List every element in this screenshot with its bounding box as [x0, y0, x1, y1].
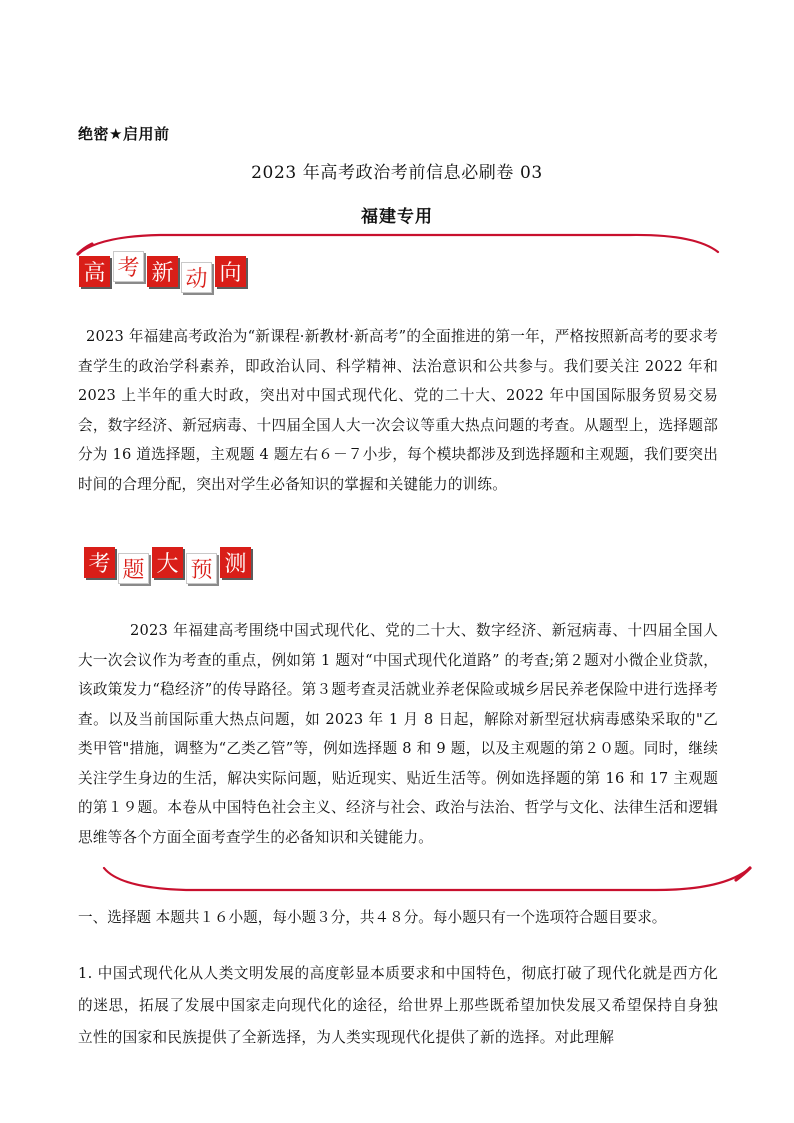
section-badge-predictions	[84, 537, 254, 587]
question-1-text: 1. 中国式现代化从人类文明发展的高度彰显本质要求和中国特色，彻底打破了现代化就是西方化的迷思，拓展了发展中国家走向现代化的途径，给世界上那些既希望加快发展又希望保持自身独立性的国家和民族提供了全新选择，为人类实现现代化提供了新的选择。对此理解	[78, 965, 718, 1046]
badge-char: 高	[79, 256, 110, 287]
page-subtitle: 福建专用	[361, 207, 433, 227]
badge-char: 题	[118, 553, 149, 584]
badge-char: 大	[152, 547, 183, 578]
badge-char: 向	[215, 256, 246, 287]
secret-label: 绝密★启用前	[78, 125, 170, 143]
section-badge-trends	[79, 246, 249, 296]
badge-char: 预	[186, 553, 217, 584]
badge-char: 新	[147, 256, 178, 287]
predictions-paragraph: 2023 年福建高考围绕中国式现代化、党的二十大、数字经济、新冠病毒、十四届全国人大一次会议作为考查的重点，例如第 1 题对“中国式现代化道路” 的考查;第２题对小微企业贷款，该政策发力“稳经济”的传导路径。第３题考查灵活就业养老保险或城乡居民养老保险中进行选择考查。以及当前国际重大热点问题，如 2023 年 1 月 8 日起，解除对新型冠状病毒感染采取的"乙类甲管"措施，调整为“乙类乙管”等，例如选择题 8 和 9 题，以及主观题的第２０题。同时，继续关注学生身边的生活，解决实际问题，贴近现实、贴近生活等。例如选择题的第 16 和 17 主观题的第１９题。本卷从中国特色社会主义、经济与社会、政治与法治、哲学与文化、法律生活和逻辑思维等各个方面全面考查学生的必备知识和关键能力。	[78, 622, 718, 846]
badge-char: 考	[84, 547, 115, 578]
bottom-arc-decoration	[96, 862, 758, 898]
badge-char: 考	[113, 251, 144, 282]
badge-char: 动	[181, 262, 212, 293]
choice-section-instruction: 一、选择题 本题共１６小题，每小题３分，共４８分。每小题只有一个选项符合题目要求。	[78, 909, 667, 926]
trends-paragraph: 2023 年福建高考政治为“新课程·新教材·新高考”的全面推进的第一年，严格按照新高考的要求考查学生的政治学科素养，即政治认同、科学精神、法治意识和公共参与。我们要关注 2022 年和 2023 上半年的重大时政，突出对中国式现代化、党的二十大、2022 年中国国际服务贸易交易会，数字经济、新冠病毒、十四届全国人大一次会议等重大热点问题的考查。从题型上，选择题部分为 16 道选择题，主观题 4 题左右６－７小步，每个模块都涉及到选择题和主观题，我们要突出时间的合理分配，突出对学生必备知识的掌握和关键能力的训练。	[78, 328, 718, 493]
badge-char: 测	[220, 547, 251, 578]
page-title: 2023 年高考政治考前信息必刷卷 03	[251, 163, 543, 183]
